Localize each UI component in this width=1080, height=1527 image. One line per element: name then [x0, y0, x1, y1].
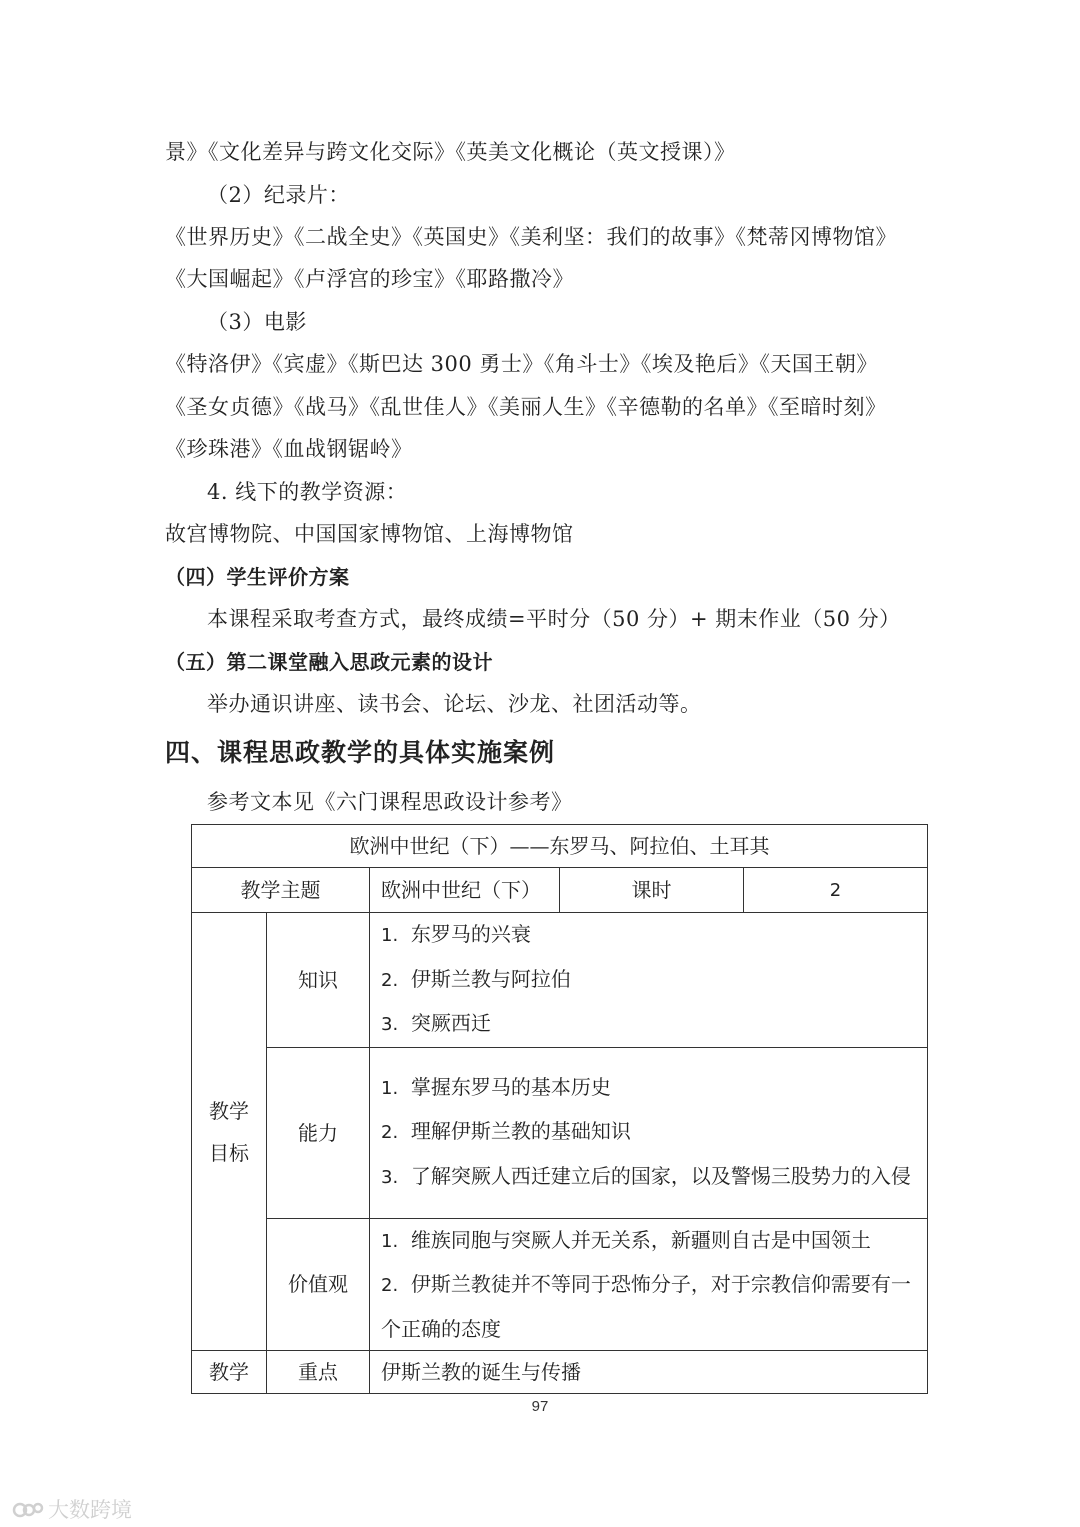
watermark [12, 1494, 132, 1524]
documentary-list-line-2: 《大国崛起》《卢浮宫的珍宝》《耶路撒冷》 [165, 267, 574, 291]
reference-text: 参考文本见《六门课程思政设计参考》 [207, 790, 573, 814]
knowledge-label: 知识 [267, 913, 370, 1048]
list-item: 1. 掌握东罗马的基本历史 [381, 1074, 611, 1099]
values-label: 价值观 [267, 1218, 370, 1351]
list-item: 2. 伊斯兰教徒并不等同于恐怖分子，对于宗教信仰需要有一个正确的态度 [381, 1272, 911, 1341]
table-title: 欧洲中世纪（下）——东罗马、阿拉伯、土耳其 [192, 825, 928, 868]
offline-resources-list: 故宫博物院、中国国家博物馆、上海博物馆 [165, 522, 574, 546]
list-item: 3. 了解突厥人西迁建立后的国家，以及警惕三股势力的入侵 [381, 1163, 911, 1188]
documentary-list-line-1: 《世界历史》《二战全史》《英国史》《美利坚：我们的故事》《梵蒂冈博物馆》 [165, 225, 897, 249]
hours-number: 2 [829, 880, 842, 901]
watermark-text: 大数跨境 [48, 1498, 132, 1522]
watermark-logo-icon [12, 1498, 44, 1520]
hours-label: 课时 [560, 868, 744, 913]
documentary-heading: （2）纪录片： [207, 183, 350, 207]
film-list-line-3: 《珍珠港》《血战钢锯岭》 [165, 437, 413, 461]
topic-value: 欧洲中世纪（下） [370, 868, 560, 913]
page-number: 97 [531, 1398, 549, 1415]
ability-label: 能力 [267, 1047, 370, 1218]
hours-value [744, 868, 928, 913]
list-item: 1. 东罗马的兴衰 [381, 922, 531, 946]
second-classroom-text: 举办通识讲座、读书会、论坛、沙龙、社团活动等。 [207, 692, 702, 716]
objectives-label-line-1: 教学 [209, 1098, 249, 1123]
objectives-label-line-2: 目标 [209, 1140, 249, 1165]
lesson-plan-table [191, 824, 928, 1394]
list-item: 1. 维族同胞与突厥人并无关系，新疆则自古是中国领土 [381, 1227, 871, 1252]
film-list-line-2: 《圣女贞德》《战马》《乱世佳人》《美丽人生》《辛德勒的名单》《至暗时刻》 [165, 395, 887, 419]
key-point-value: 伊斯兰教的诞生与传播 [370, 1351, 928, 1394]
offline-resources-heading: 4. 线下的教学资源： [207, 480, 408, 504]
list-item: 2. 理解伊斯兰教的基础知识 [381, 1119, 631, 1144]
book-list-continuation: 景》《文化差异与跨文化交际》《英美文化概论（英文授课）》 [165, 140, 736, 164]
key-point-label: 重点 [267, 1351, 370, 1394]
list-item: 3. 突厥西迁 [381, 1011, 491, 1035]
values-list [370, 1218, 928, 1351]
knowledge-list [370, 913, 928, 1048]
objectives-label [192, 913, 267, 1351]
film-heading: （3）电影 [207, 310, 307, 334]
list-item: 2. 伊斯兰教与阿拉伯 [381, 966, 571, 991]
section-heading: 四、课程思政教学的具体实施案例 [165, 738, 556, 767]
film-list-line-1: 《特洛伊》《宾虚》《斯巴达 300 勇士》《角斗士》《埃及艳后》《天国王朝》 [165, 352, 878, 376]
bottom-section-label: 教学 [192, 1351, 267, 1394]
second-classroom-heading: （五）第二课堂融入思政元素的设计 [165, 650, 493, 674]
ability-list [370, 1047, 928, 1218]
topic-label: 教学主题 [192, 868, 370, 913]
student-evaluation-heading: （四）学生评价方案 [165, 565, 350, 589]
evaluation-text: 本课程采取考查方式，最终成绩=平时分（50 分）+ 期末作业（50 分） [207, 607, 901, 631]
